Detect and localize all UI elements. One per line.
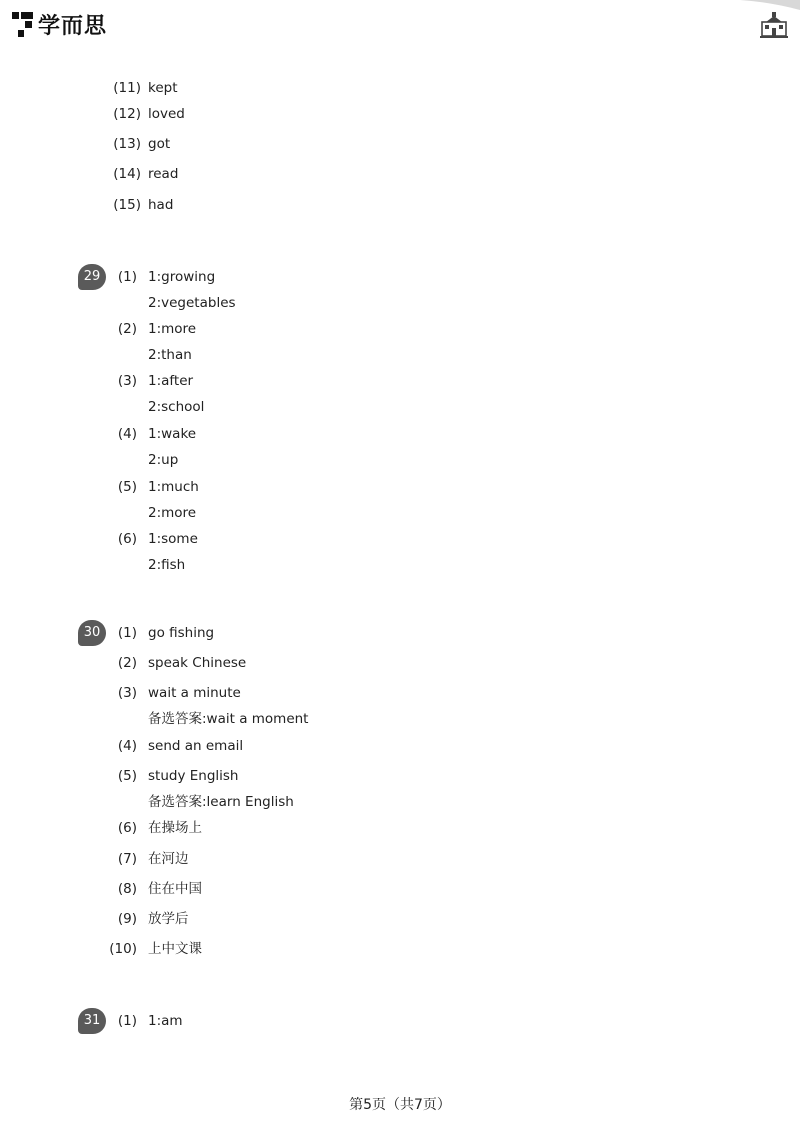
brand-logo	[12, 7, 107, 41]
item-number: (6)	[117, 531, 137, 547]
answer-text: study English	[148, 768, 239, 784]
item-number: (4)	[117, 426, 137, 442]
item-number: (3)	[117, 685, 137, 701]
answer-text: 1:more	[148, 321, 197, 337]
item-number: (7)	[117, 851, 137, 867]
item-number: (2)	[117, 655, 137, 671]
logo-mark-icon	[12, 10, 34, 38]
item-number: (2)	[117, 321, 137, 337]
page-header	[0, 0, 800, 50]
answer-text: 在操场上	[148, 820, 202, 836]
answer-text: kept	[148, 80, 178, 96]
answer-text: 2:than	[148, 347, 192, 363]
answer-text: 1:much	[148, 479, 199, 495]
item-number: (15)	[113, 197, 141, 213]
alternative-answer-text: 备选答案:learn English	[148, 794, 294, 810]
answer-text: 1:am	[148, 1013, 183, 1029]
answer-text: wait a minute	[148, 685, 241, 701]
answer-text: 上中文课	[148, 941, 202, 957]
answer-text: read	[148, 166, 179, 182]
question-number-badge: 31	[78, 1008, 106, 1034]
answer-text: 2:fish	[148, 557, 186, 573]
answer-text: 2:vegetables	[148, 295, 236, 311]
item-number: (13)	[113, 136, 141, 152]
item-number: (12)	[113, 106, 141, 122]
answer-text: speak Chinese	[148, 655, 247, 671]
item-number: (6)	[117, 820, 137, 836]
alternative-answer-text: 备选答案:wait a moment	[148, 711, 309, 727]
item-number: (1)	[117, 269, 137, 285]
logo-text: 学而思	[38, 13, 108, 39]
answer-text: send an email	[148, 738, 244, 754]
question-number-badge: 29	[78, 264, 106, 290]
answer-text: 1:some	[148, 531, 198, 547]
item-number: (10)	[109, 941, 137, 957]
answer-text: go fishing	[148, 625, 215, 641]
item-number: (4)	[117, 738, 137, 754]
item-number: (1)	[117, 625, 137, 641]
answer-text: 住在中国	[148, 881, 202, 897]
answer-text: 1:wake	[148, 426, 197, 442]
item-number: (9)	[117, 911, 137, 927]
item-number: (8)	[117, 881, 137, 897]
header-corner-decoration	[740, 0, 800, 10]
answer-text: 2:school	[148, 399, 205, 415]
answer-text: 1:growing	[148, 269, 216, 285]
item-number: (14)	[113, 166, 141, 182]
page-number-footer: 第5页（共7页）	[349, 1097, 451, 1113]
item-number: (11)	[113, 80, 141, 96]
item-number: (5)	[117, 768, 137, 784]
answer-text: 放学后	[148, 911, 189, 927]
item-number: (5)	[117, 479, 137, 495]
answer-text: loved	[148, 106, 185, 122]
item-number: (3)	[117, 373, 137, 389]
answer-text: 2:more	[148, 505, 197, 521]
item-number: (1)	[117, 1013, 137, 1029]
answer-text: 在河边	[148, 851, 189, 867]
answer-text: got	[148, 136, 171, 152]
school-building-icon	[760, 12, 788, 38]
answer-text: 2:up	[148, 452, 179, 468]
question-number-badge: 30	[78, 620, 106, 646]
answer-text: 1:after	[148, 373, 194, 389]
answer-text: had	[148, 197, 174, 213]
